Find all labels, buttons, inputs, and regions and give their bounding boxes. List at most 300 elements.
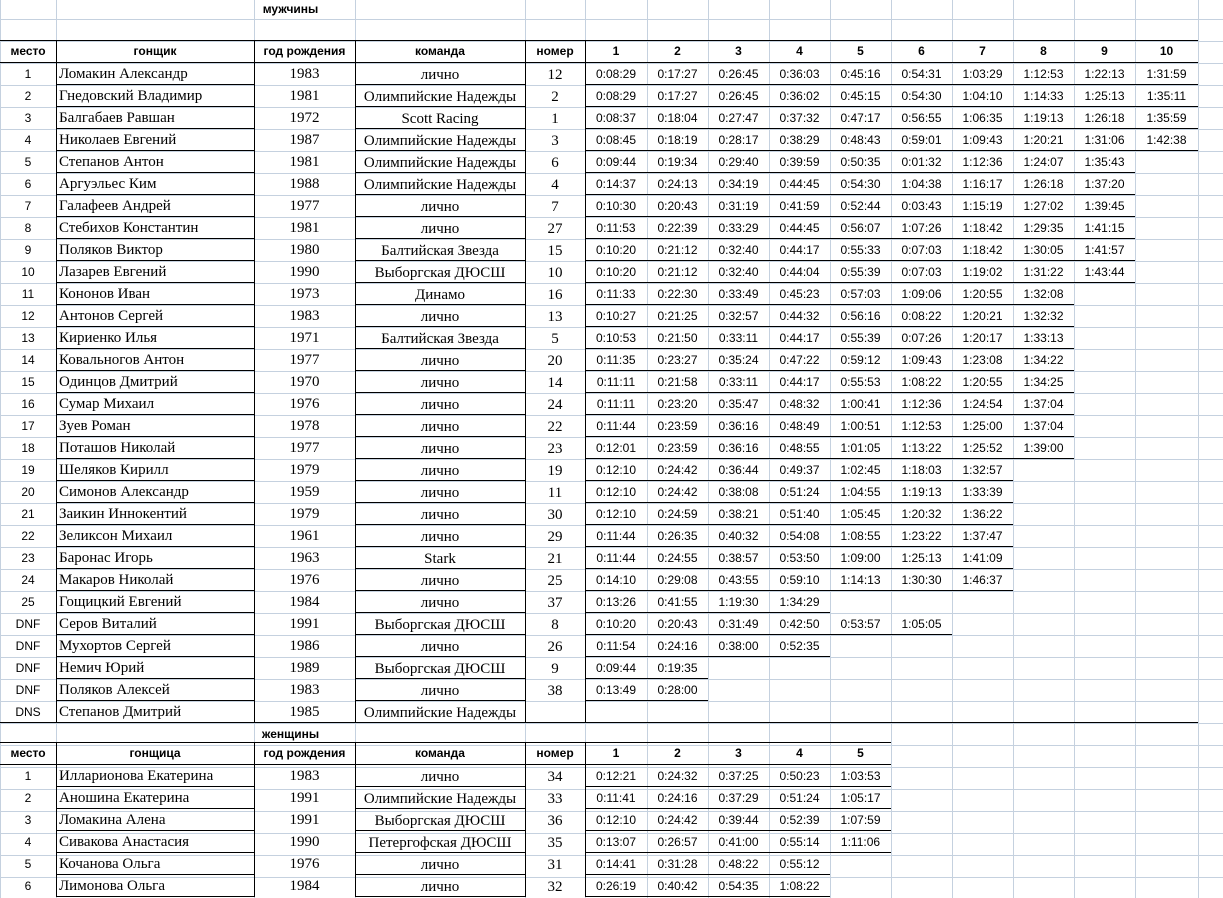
team-cell: Олимпийские Надежды [363, 134, 517, 149]
birth-year-cell: 1991 [289, 617, 320, 632]
lap-time-cell: 0:11:33 [596, 288, 636, 301]
cell-border [56, 326, 254, 327]
birth-year-cell: 1980 [289, 243, 320, 258]
cell-border [585, 326, 1074, 327]
bib-number-cell: 16 [547, 288, 563, 303]
bib-number-cell: 1 [551, 112, 559, 127]
lap-time-cell: 0:24:55 [657, 552, 698, 565]
lap-time-cell: 1:30:05 [1023, 244, 1064, 257]
lap-time-cell: 1:36:22 [962, 508, 1003, 521]
lap-time-cell: 0:38:29 [779, 134, 820, 147]
cell-border [56, 348, 254, 349]
bib-number-cell: 21 [547, 552, 563, 567]
lap-time-cell: 1:22:13 [1084, 68, 1125, 81]
rider-name-cell: Поляков Алексей [59, 683, 170, 698]
column-header-lap: 10 [1159, 45, 1174, 58]
cell-border [56, 786, 254, 787]
lap-time-cell: 0:50:23 [779, 770, 820, 783]
cell-border [56, 260, 254, 261]
lap-time-cell: 1:19:02 [962, 266, 1003, 279]
lap-time-cell: 0:36:02 [779, 90, 820, 103]
lap-time-cell: 0:11:35 [596, 354, 636, 367]
lap-time-cell: 1:18:42 [962, 222, 1003, 235]
lap-time-cell [1074, 640, 1135, 654]
team-cell: лично [420, 310, 460, 325]
cell-border [355, 830, 525, 831]
lap-time-cell: 0:31:49 [718, 618, 759, 631]
cell-border [585, 458, 1074, 459]
place-cell: 13 [21, 332, 35, 345]
lap-time-cell [891, 662, 952, 676]
lap-time-cell: 0:32:57 [718, 310, 759, 323]
column-header-team: команда [415, 45, 465, 58]
column-header-lap: 2 [674, 747, 681, 760]
place-cell: 11 [21, 288, 35, 301]
column-header-name: гонщица [129, 747, 181, 760]
lap-time-cell [1135, 706, 1198, 720]
cell-border [56, 502, 254, 503]
lap-time-cell: 1:05:05 [901, 618, 942, 631]
bib-number-cell: 32 [547, 880, 563, 895]
lap-time-cell [1135, 420, 1198, 434]
cell-border [355, 458, 525, 459]
team-cell: Scott Racing [401, 112, 479, 127]
lap-time-cell [1135, 376, 1198, 390]
rider-name-cell: Шеляков Кирилл [59, 463, 169, 478]
cell-border [56, 524, 254, 525]
lap-time-cell [1135, 662, 1198, 676]
team-cell: лично [420, 222, 460, 237]
cell-border [355, 546, 525, 547]
lap-time-cell [1135, 508, 1198, 522]
cell-border [525, 41, 526, 723]
cell-border [0, 62, 1198, 63]
cell-border [56, 480, 254, 481]
lap-time-cell: 0:21:58 [657, 376, 698, 389]
gridline [0, 833, 1223, 834]
lap-time-cell: 0:21:50 [657, 332, 698, 345]
lap-time-cell: 0:55:14 [779, 836, 820, 849]
lap-time-cell: 0:48:22 [718, 858, 759, 871]
birth-year-cell: 1983 [289, 67, 320, 82]
place-cell: 3 [24, 112, 32, 125]
cell-border [56, 304, 254, 305]
lap-time-cell: 0:19:35 [657, 662, 698, 675]
lap-time-cell: 1:20:55 [962, 288, 1003, 301]
lap-time-cell: 1:37:47 [962, 530, 1003, 543]
rider-name-cell: Илларионова Екатерина [59, 769, 214, 784]
rider-name-cell: Николаев Евгений [59, 133, 177, 148]
lap-time-cell: 1:20:32 [901, 508, 942, 521]
bib-number-cell: 8 [551, 618, 559, 633]
place-cell: 10 [21, 266, 35, 279]
gridline [0, 415, 1223, 416]
place-cell: 1 [24, 770, 32, 783]
bib-number-cell: 5 [551, 332, 559, 347]
team-cell: лично [420, 770, 460, 785]
cell-border [56, 282, 254, 283]
rider-name-cell: Кириенко Илья [59, 331, 158, 346]
cell-border [355, 41, 356, 723]
cell-border [525, 743, 526, 897]
cell-border [254, 41, 255, 723]
lap-time-cell: 1:19:13 [1023, 112, 1064, 125]
lap-time-cell: 0:17:27 [657, 90, 698, 103]
cell-border [355, 852, 525, 853]
birth-year-cell: 1979 [289, 463, 320, 478]
lap-time-cell [1135, 354, 1198, 368]
column-header-lap: 1 [612, 45, 620, 58]
bib-number-cell: 37 [547, 596, 563, 611]
cell-border [355, 392, 525, 393]
place-cell: 1 [24, 68, 32, 81]
lap-time-cell: 0:42:50 [779, 618, 820, 631]
lap-time-cell [952, 618, 1013, 632]
lap-time-cell: 1:12:36 [962, 156, 1003, 169]
lap-time-cell [1074, 354, 1135, 368]
cell-border [56, 874, 254, 875]
gridline [0, 481, 1223, 482]
column-header-lap: 2 [674, 45, 681, 58]
lap-time-cell [1074, 706, 1135, 720]
rider-name-cell: Симонов Александр [59, 485, 189, 500]
lap-time-cell [1135, 222, 1198, 236]
rider-name-cell: Сивакова Анастасия [59, 835, 190, 850]
lap-time-cell [830, 662, 891, 676]
team-cell: Олимпийские Надежды [363, 90, 517, 105]
lap-time-cell: 0:28:17 [718, 134, 759, 147]
bib-number-cell: 20 [547, 354, 563, 369]
cell-border [585, 370, 1074, 371]
cell-border [355, 172, 525, 173]
team-cell: Выборгская ДЮСШ [374, 662, 506, 677]
lap-time-cell [891, 596, 952, 610]
gridline [0, 855, 1223, 856]
lap-time-cell: 0:59:10 [779, 574, 820, 587]
cell-border [585, 392, 1074, 393]
lap-time-cell [1074, 398, 1135, 412]
lap-time-cell: 1:35:59 [1146, 112, 1187, 125]
cell-border [56, 590, 254, 591]
gridline [0, 767, 1223, 768]
column-header-year: год рождения [263, 747, 346, 760]
lap-time-cell: 1:25:13 [1084, 90, 1125, 103]
bib-number-cell: 38 [547, 684, 563, 699]
place-cell: 15 [21, 376, 35, 389]
lap-time-cell: 0:31:19 [718, 200, 759, 213]
lap-time-cell: 0:52:39 [779, 814, 820, 827]
lap-time-cell: 0:51:40 [779, 508, 820, 521]
lap-time-cell: 0:24:59 [657, 508, 698, 521]
birth-year-cell: 1986 [289, 639, 320, 654]
lap-time-cell [1135, 574, 1198, 588]
lap-time-cell: 0:50:35 [840, 156, 881, 169]
cell-border [56, 370, 254, 371]
lap-time-cell: 1:15:19 [962, 200, 1003, 213]
column-header-lap: 6 [918, 45, 925, 58]
lap-time-cell [1074, 662, 1135, 676]
lap-time-cell [1013, 618, 1074, 632]
team-cell: лично [420, 530, 460, 545]
team-cell: Балтийская Звезда [381, 332, 499, 347]
rider-name-cell: Поляков Виктор [59, 243, 163, 258]
place-cell: 20 [21, 486, 35, 499]
column-header-number: номер [536, 45, 574, 58]
lap-time-cell: 0:12:10 [595, 508, 637, 521]
lap-time-cell: 1:13:22 [901, 442, 942, 455]
lap-time-cell: 0:55:39 [840, 266, 881, 279]
lap-time-cell: 0:18:19 [657, 134, 698, 147]
lap-time-cell [830, 684, 891, 698]
lap-time-cell: 0:07:03 [901, 244, 942, 257]
cell-border [355, 743, 356, 897]
rider-name-cell: Поташов Николай [59, 441, 176, 456]
lap-time-cell: 0:56:07 [840, 222, 881, 235]
lap-time-cell: 0:56:55 [901, 112, 942, 125]
column-header-lap: 8 [1040, 45, 1047, 58]
lap-time-cell: 0:08:29 [595, 90, 637, 103]
gridline [0, 371, 1223, 372]
lap-time-cell: 0:36:16 [718, 420, 759, 433]
birth-year-cell: 1971 [289, 331, 320, 346]
gridline [1198, 0, 1199, 898]
team-cell: Выборгская ДЮСШ [374, 814, 506, 829]
lap-time-cell: 1:08:22 [779, 880, 820, 893]
lap-time-cell: 1:14:33 [1023, 90, 1064, 103]
rider-name-cell: Степанов Дмитрий [59, 705, 182, 720]
birth-year-cell: 1981 [289, 89, 320, 104]
cell-border [355, 128, 525, 129]
cell-border [585, 874, 830, 875]
lap-time-cell [1074, 442, 1135, 456]
lap-time-cell: 0:40:32 [718, 530, 759, 543]
cell-border [355, 414, 525, 415]
cell-border [56, 414, 254, 415]
cell-border [355, 502, 525, 503]
team-cell: лично [420, 574, 460, 589]
cell-border [355, 348, 525, 349]
lap-time-cell: 0:07:03 [901, 266, 942, 279]
lap-time-cell: 0:21:12 [657, 244, 698, 257]
gridline [0, 811, 1223, 812]
lap-time-cell: 0:41:59 [779, 200, 820, 213]
lap-time-cell: 0:20:43 [657, 618, 698, 631]
lap-time-cell [1135, 200, 1198, 214]
lap-time-cell [1013, 662, 1074, 676]
rider-name-cell: Лимонова Ольга [59, 879, 165, 894]
cell-border [355, 260, 525, 261]
lap-time-cell: 1:09:06 [901, 288, 942, 301]
lap-time-cell [1135, 398, 1198, 412]
place-cell: DNF [15, 618, 41, 631]
birth-year-cell: 1985 [289, 705, 320, 720]
birth-year-cell: 1973 [289, 287, 320, 302]
lap-time-cell: 0:12:01 [595, 442, 637, 455]
lap-time-cell: 1:24:07 [1023, 156, 1064, 169]
gridline [0, 151, 1223, 152]
lap-time-cell: 1:31:22 [1023, 266, 1064, 279]
birth-year-cell: 1984 [289, 879, 320, 894]
bib-number-cell: 36 [547, 814, 563, 829]
lap-time-cell: 1:14:13 [840, 574, 881, 587]
lap-time-cell: 1:43:44 [1084, 266, 1125, 279]
place-cell: 16 [21, 398, 35, 411]
lap-time-cell: 0:35:24 [718, 354, 759, 367]
cell-border [585, 436, 1074, 437]
lap-time-cell: 0:52:35 [779, 640, 820, 653]
lap-time-cell: 0:39:59 [779, 156, 820, 169]
lap-time-cell: 0:24:16 [657, 792, 698, 805]
gridline [0, 459, 1223, 460]
cell-border [56, 830, 254, 831]
lap-time-cell: 0:20:43 [657, 200, 698, 213]
birth-year-cell: 1983 [289, 769, 320, 784]
cell-border [355, 612, 525, 613]
cell-border [56, 612, 254, 613]
cell-border [585, 743, 586, 897]
lap-time-cell: 1:42:38 [1146, 134, 1187, 147]
gridline [0, 327, 1223, 328]
birth-year-cell: 1972 [289, 111, 320, 126]
lap-time-cell [647, 706, 708, 720]
lap-time-cell: 0:32:40 [718, 244, 759, 257]
birth-year-cell: 1976 [289, 857, 320, 872]
cell-border [254, 743, 255, 897]
rider-name-cell: Балгабаев Равшан [59, 111, 175, 126]
lap-time-cell: 1:37:04 [1023, 398, 1064, 411]
lap-time-cell: 1:39:45 [1084, 200, 1125, 213]
cell-border [56, 808, 254, 809]
lap-time-cell: 0:10:20 [595, 244, 637, 257]
lap-time-cell: 0:47:17 [840, 112, 881, 125]
lap-time-cell: 1:46:37 [962, 574, 1003, 587]
cell-border [355, 436, 525, 437]
lap-time-cell: 1:35:11 [1146, 90, 1187, 103]
column-header-lap: 9 [1101, 45, 1108, 58]
lap-time-cell: 0:24:13 [657, 178, 698, 191]
cell-border [56, 634, 254, 635]
lap-time-cell: 0:54:30 [901, 90, 942, 103]
lap-time-cell [1135, 552, 1198, 566]
lap-time-cell: 1:35:43 [1084, 156, 1125, 169]
cell-border [355, 524, 525, 525]
cell-border [585, 348, 1074, 349]
lap-time-cell [1135, 266, 1198, 280]
rider-name-cell: Галафеев Андрей [59, 199, 171, 214]
team-cell: лично [420, 420, 460, 435]
lap-time-cell: 0:44:32 [779, 310, 820, 323]
lap-time-cell: 0:24:32 [657, 770, 698, 783]
rider-name-cell: Степанов Антон [59, 155, 164, 170]
lap-time-cell [1013, 684, 1074, 698]
column-header-place: место [10, 45, 46, 58]
lap-time-cell: 0:32:40 [718, 266, 759, 279]
gridline [0, 305, 1223, 306]
lap-time-cell [1135, 442, 1198, 456]
lap-time-cell: 0:44:17 [779, 244, 820, 257]
place-cell: 14 [21, 354, 35, 367]
lap-time-cell: 0:18:04 [657, 112, 698, 125]
lap-time-cell: 1:19:30 [718, 596, 759, 609]
bib-number-cell: 12 [547, 68, 563, 83]
rider-name-cell: Аргуэльес Ким [59, 177, 157, 192]
lap-time-cell: 0:26:45 [718, 90, 759, 103]
cell-border [355, 678, 525, 679]
lap-time-cell: 0:11:11 [596, 398, 636, 411]
lap-time-cell: 1:07:59 [840, 814, 881, 827]
lap-time-cell [1135, 464, 1198, 478]
cell-border [0, 742, 891, 743]
lap-time-cell: 1:20:17 [962, 332, 1003, 345]
lap-time-cell [1135, 618, 1198, 632]
place-cell: DNS [15, 706, 41, 719]
lap-time-cell: 0:48:32 [779, 398, 820, 411]
lap-time-cell [1013, 464, 1074, 478]
lap-time-cell [952, 662, 1013, 676]
bib-number-cell: 10 [547, 266, 563, 281]
lap-time-cell: 0:39:44 [718, 814, 759, 827]
birth-year-cell: 1978 [289, 419, 320, 434]
cell-border [355, 304, 525, 305]
column-header-lap: 4 [796, 747, 803, 760]
rider-name-cell: Гнедовский Владимир [59, 89, 203, 104]
lap-time-cell: 1:33:39 [962, 486, 1003, 499]
lap-time-cell: 0:24:42 [657, 464, 698, 477]
gridline [0, 239, 1223, 240]
lap-time-cell: 0:08:45 [595, 134, 637, 147]
rider-name-cell: Зеликсон Михаил [59, 529, 173, 544]
cell-border [355, 106, 525, 107]
lap-time-cell: 0:47:22 [779, 354, 820, 367]
cell-border [585, 172, 1135, 173]
lap-time-cell: 0:44:17 [779, 332, 820, 345]
lap-time-cell: 1:32:08 [1023, 288, 1064, 301]
cell-border [0, 764, 891, 765]
lap-time-cell: 1:32:32 [1023, 310, 1064, 323]
cell-border [355, 874, 525, 875]
lap-time-cell: 1:09:00 [840, 552, 881, 565]
lap-time-cell: 0:36:44 [718, 464, 759, 477]
lap-time-cell [830, 596, 891, 610]
cell-border [585, 106, 1198, 107]
column-header-number: номер [536, 747, 574, 760]
lap-time-cell: 0:54:35 [718, 880, 759, 893]
lap-time-cell: 0:26:57 [657, 836, 698, 849]
lap-time-cell: 1:31:06 [1084, 134, 1125, 147]
lap-time-cell [769, 684, 830, 698]
lap-time-cell: 0:22:39 [657, 222, 698, 235]
lap-time-cell: 1:03:53 [840, 770, 881, 783]
lap-time-cell: 1:41:15 [1084, 222, 1125, 235]
lap-time-cell: 1:08:22 [901, 376, 942, 389]
lap-time-cell [891, 706, 952, 720]
gridline [0, 745, 1223, 746]
birth-year-cell: 1970 [289, 375, 320, 390]
place-cell: 7 [24, 200, 32, 213]
team-cell: Выборгская ДЮСШ [374, 266, 506, 281]
bib-number-cell: 13 [547, 310, 563, 325]
team-cell: Олимпийские Надежды [363, 792, 517, 807]
lap-time-cell [585, 706, 647, 720]
bib-number-cell: 29 [547, 530, 563, 545]
lap-time-cell: 0:33:11 [718, 376, 759, 389]
lap-time-cell: 0:48:49 [779, 420, 820, 433]
team-cell: Олимпийские Надежды [363, 178, 517, 193]
team-cell: Выборгская ДЮСШ [374, 618, 506, 633]
lap-time-cell: 1:37:20 [1084, 178, 1125, 191]
gridline [0, 437, 1223, 438]
cell-border [355, 282, 525, 283]
